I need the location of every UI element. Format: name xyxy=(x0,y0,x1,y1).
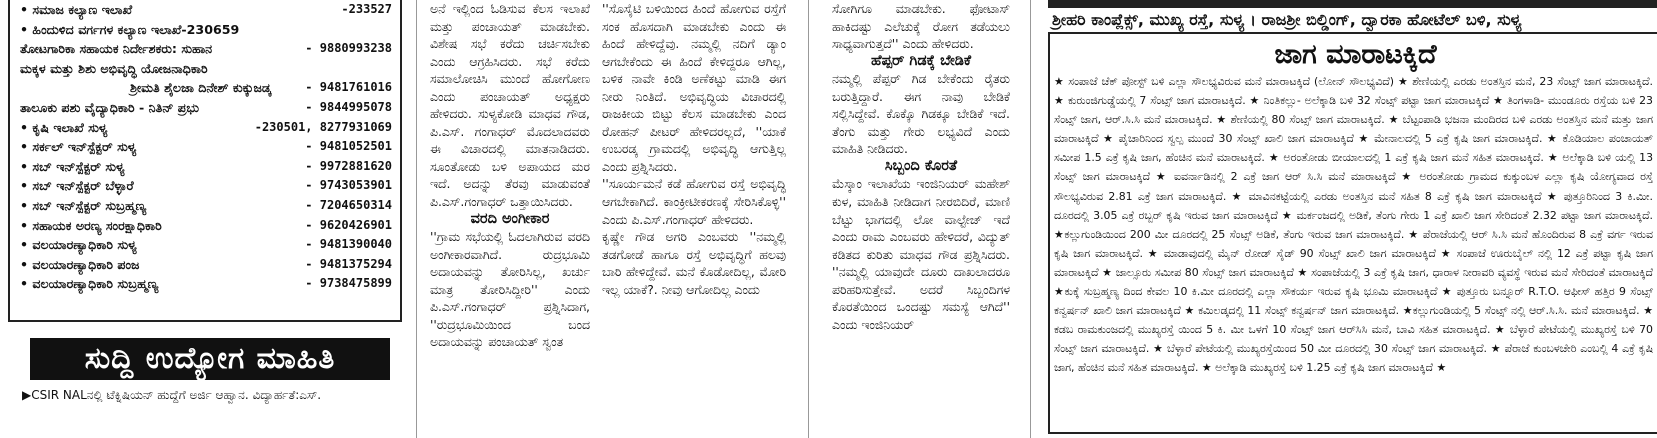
subheading-staff-shortage: ಸಿಬ್ಬಂದಿ ಕೊರತೆ xyxy=(884,157,958,174)
directory-row xyxy=(10,39,400,59)
real-estate-ad xyxy=(1048,0,1657,438)
directory-label: • ಸಬ್ ಇನ್‌ಸ್ಪೆಕ್ಟರ್ ಸುಳ್ಯ xyxy=(20,158,125,174)
directory-row xyxy=(10,137,400,157)
article-paragraph: ''ಗ್ರಾಮ ಸಭೆಯಲ್ಲಿ ಓದಲಾಗಿರುವ ವರದಿ ಅಂಗೀಕಾರವಾಗಿದೆ. ರುದ್ರಭೂಮಿ ಅದಾಯವನ್ನು ತೋರಿಸಿಲ್ಲ, ಖರ್ಚು ಮಾತ್ರ ತೋರಿಸಿದ್ದೀರಿ'' ಎಂದು ಪಿ.ಎಸ್.ಗಂಗಾಧರ್ ಪ್ರಶ್ನಿಸಿದಾಗ, ''ರುದ್ರಭೂಮಿಯಿಂದ ಬಂದ ಅದಾಯವನ್ನು ಪಂಚಾಯತ್ ಸ್ವಂತ xyxy=(430,229,590,350)
directory-number: -233527 xyxy=(341,2,392,16)
directory-label: ಶ್ರೀಮತಿ ಶೈಲಜಾ ದಿನೇಶ್ ಕುಕ್ಕುಜಡ್ಕ xyxy=(130,80,272,96)
article-column-3 xyxy=(602,0,786,438)
ad-listings-text: ★ ಸಂಪಾಜೆ ಚೆಕ್ ಪೋಸ್ಟ್ ಬಳಿ ಎಲ್ಲಾ ಸೌಲಭ್ಯವಿರುವ ಮನೆ ಮಾರಾಟಕ್ಕಿದೆ (ಲೋನ್ ಸೌಲಭ್ಯವಿದೆ) ★ ಶೇಣಿಯಲ್ಲಿ ಎರಡು ಅಂತಸ್ತಿನ ಮನೆ, 23 ಸೆಂಟ್ಸ್ ಜಾಗ ಮಾರಾಟಕ್ಕಿದೆ. ★ ಕುರುಂಜಿಗುಡ್ಡೆಯಲ್ಲಿ 7 ಸೆಂಟ್ಸ್ ಜಾಗ ಮಾರಾಟಕ್ಕಿದೆ. ★ ನಿಂತಿಕಲ್ಲು- ಅಲೆಕ್ಕಾಡಿ ಬಳಿ 32 ಸೆಂಟ್ಸ್ ಪಟ್ಟಾ ಜಾಗ ಮಾರಾಟಕ್ಕಿದೆ ★ ತಿಂಗಳಾಡಿ- ಮುಂಡೂರು ರಸ್ತೆಯ ಬಳಿ 23 ಸೆಂಟ್ಸ್ ಜಾಗ, ಆರ್.ಸಿ.ಸಿ ಮನೆ ಮಾರಾಟಕ್ಕಿದೆ. ★ ಶೇಣಿಯಲ್ಲಿ 80 ಸೆಂಟ್ಸ್ ಜಾಗ ಮಾರಾಟಕ್ಕಿದೆ. ★ ಬೆಟ್ಟಂಪಾಡಿ ಭಜನಾ ಮಂದಿರದ ಬಳಿ ಎರಡು ಅಂತಸ್ತಿನ ಮನೆ ಮತ್ತು ಜಾಗ ಮಾರಾಟಕ್ಕಿದೆ ★ ಪೈಚಾರಿನಿಂದ ಸ್ವಲ್ಪ ಮುಂದೆ 30 ಸೆಂಟ್ಸ್ ಖಾಲಿ ಜಾಗ ಮಾರಾಟಕ್ಕಿದೆ ★ ಮೇನಾಲದಲ್ಲಿ 5 ಎಕ್ರೆ ಕೃಷಿ ಜಾಗ ಮಾರಾಟಕ್ಕಿದೆ. ★ ಕೊಡಿಯಾಲ ಪಂಚಾಯತ್ ಸಮೀಪ 1.5 ಎಕ್ರೆ ಕೃಷಿ ಜಾಗ, ಹೆಂಚಿನ ಮನೆ ಮಾರಾಟಕ್ಕಿದೆ. ★ ಅರಂತೋಡು ಬೀಯಾಲದಲ್ಲಿ 1 ಎಕ್ರೆ ಕೃಷಿ ಜಾಗ ಮನೆ ಸಹಿತ ಮಾರಾಟಕ್ಕಿದೆ. ★ ಅಲೆಕ್ಕಾಡಿ ಬಳಿ ಯಲ್ಲಿ 13 ಸೆಂಟ್ಸ್ ಜಾಗ ಮಾರಾಟಕ್ಕಿದೆ ★ ಐವರ್ನಾಡಿನಲ್ಲಿ 2 ಎಕ್ರೆ ಜಾಗ ಆರ್ ಸಿ.ಸಿ ಮನೆ ಮಾರಾಟಕ್ಕಿದೆ ★ ಅರಂತೋಡು ಗ್ರಾಮದ ಕುಕ್ಕುಂಬಳ ಎಲ್ಲಾ ಕೃಷಿ ಯೋಗ್ಯವಾದ ರಸ್ತೆ ಸೌಲಭ್ಯವಿರುವ 2.81 ಎಕ್ರೆ ಜಾಗ ಮಾರಾಟಕ್ಕಿದೆ. ★ ಮಾವಿನಕಟ್ಟೆಯಲ್ಲಿ ಎರಡು ಅಂತಸ್ತಿನ ಮನೆ ಸಹಿತ 8 ಎಕ್ರೆ ಕೃಷಿ ಜಾಗ ಮಾರಾಟಕ್ಕಿದೆ ★ ಪುತ್ತೂರಿನಿಂದ 3 ಕಿ.ಮೀ. ದೂರದಲ್ಲಿ 3.05 ಎಕ್ರೆ ರಬ್ಬರ್ ಕೃಷಿ ಇರುವ ಜಾಗ ಮಾರಾಟಕ್ಕಿದೆ ★ ಮರ್ಕಂಜದಲ್ಲಿ ಅಡಿಕೆ, ತೆಂಗು ಗೇರು 1 ಎಕ್ರೆ ಖಾಲಿ ಜಾಗ ಸೇರಿದಂತೆ 2.32 ಪಟ್ಟಾ ಜಾಗ ಮಾರಾಟಕ್ಕಿದೆ. ★ಕಲ್ಲುಗುಂಡಿಯಿಂದ 200 ಮೀ ದೂರದಲ್ಲಿ 25 ಸೆಂಟ್ಸ್ ಅಡಿಕೆ, ತೆಂಗು ಇರುವ ಜಾಗ ಮಾರಾಟಕ್ಕಿದೆ. ★ ಪೆರಾಜೆಯಲ್ಲಿ ಆರ್ ಸಿ.ಸಿ ಮನೆ ಹೊಂದಿರುವ 8 ಎಕ್ರೆ ವರ್ಗ ಇರುವ ಕೃಷಿ ಜಾಗ ಮಾರಾಟಕ್ಕಿದೆ. ★ ಮಾಡಾವುದಲ್ಲಿ ಮೈನ್ ರೋಡ್ ಸೈಡ್ 90 ಸೆಂಟ್ಸ್ ಖಾಲಿ ಜಾಗ ಮಾರಾಟಕ್ಕಿದೆ ★ ಸಂಪಾಜೆ ಊರುಬೈಲ್ ನಲ್ಲಿ 12 ಎಕ್ರೆ ಪಟ್ಟಾ ಕೃಷಿ ಜಾಗ ಮಾರಾಟಕ್ಕಿದೆ ★ ಜಾಲ್ಸೂರು ಸಮೀಪ 80 ಸೆಂಟ್ಸ್ ಜಾಗ ಮಾರಾಟಕ್ಕಿದೆ ★ ಸಂಪಾಜೆಯಲ್ಲಿ 3 ಎಕ್ರೆ ಕೃಷಿ ಜಾಗ, ಧಾರಾಳ ನೀರಾವರಿ ವ್ಯವಸ್ಥೆ ಇರುವ ಮನೆ ಸೇರಿದಂತೆ ಮಾರಾಟಕ್ಕಿದೆ ★ಕುಕ್ಕೆ ಸುಬ್ರಹ್ಮಣ್ಯ ದಿಂದ ಕೇವಲ 10 ಕಿ.ಮೀ ದೂರದಲ್ಲಿ ಎಲ್ಲಾ ಸೌಕರ್ಯ ಇರುವ ಕೃಷಿ ಭೂಮಿ ಮಾರಾಟಕ್ಕಿದೆ ★ ಪುತ್ತೂರು ಬನ್ನೂರ್ R.T.O. ಆಫೀಸ್ ಹತ್ತಿರ 9 ಸೆಂಟ್ಸ್ ಕನ್ವರ್ಷನ್ ಖಾಲಿ ಜಾಗ ಮಾರಾಟಕ್ಕಿದೆ ★ ಕಮಿಲಡ್ಕದಲ್ಲಿ 11 ಸೆಂಟ್ಸ್ ಕನ್ವರ್ಷನ್ ಜಾಗ ಮಾರಾಟಕ್ಕಿದೆ. ★ಕಲ್ಲುಗುಂಡಿಯಲ್ಲಿ 5 ಸೆಂಟ್ಸ್ ನಲ್ಲಿ ಆರ್.ಸಿ.ಸಿ. ಮನೆ ಮಾರಾಟಕ್ಕಿದೆ. ★ ಕಡಬ ರಾಮಕುಂಜದಲ್ಲಿ ಮುಖ್ಯರಸ್ತೆ ಯಿಂದ 5 ಕಿ. ಮೀ ಒಳಗೆ 10 ಸೆಂಟ್ಸ್ ಜಾಗ ಆರ್‌ಸಿಸಿ ಮನೆ, ಬಾವಿ ಸಹಿತ ಮಾರಾಟಕ್ಕಿದೆ. ★ ಬೆಳ್ಳಾರೆ ಪೇಟೆಯಲ್ಲಿ ಮುಖ್ಯರಸ್ತೆ ಬಳಿ 70 ಸೆಂಟ್ಸ್ ಜಾಗ ಮಾರಾಟಕ್ಕಿದೆ. ★ ಬೆಳ್ಳಾರೆ ಪೇಟೆಯಲ್ಲಿ ಮುಖ್ಯರಸ್ತೆಯಿಂದ 50 ಮೀ ದೂರದಲ್ಲಿ 30 ಸೆಂಟ್ಸ್ ಜಾಗ ಮಾರಾಟಕ್ಕಿದೆ. ★ ಪೆರಾಜೆ ಕುಂಬಳಚೇರಿ ಎಂಬಲ್ಲಿ 4 ಎಕ್ರೆ ಕೃಷಿ ಜಾಗ, ಹೆಂಚಿನ ಮನೆ ಸಹಿತ ಮಾರಾಟಕ್ಕಿದೆ. ★ ಅಲೆಕ್ಕಾಡಿ ಮುಖ್ಯರಸ್ತೆ ಬಳಿ 1.25 ಎಕ್ರೆ ಕೃಷಿ ಜಾಗ ಮಾರಾಟಕ್ಕಿದೆ ★ xyxy=(1054,75,1653,375)
jobs-heading: ಸುದ್ದಿ ಉದ್ಯೋಗ ಮಾಹಿತಿ xyxy=(30,338,390,380)
directory-label: • ಸರ್ಕಲ್ ಇನ್‌ಸ್ಪೆಕ್ಟರ್ ಸುಳ್ಯ xyxy=(20,139,137,155)
directory-label: • ವಲಯಾರಣ್ಯಾಧಿಕಾರಿ ಪಂಜ xyxy=(20,256,140,272)
directory-row xyxy=(10,157,400,177)
directory-number: -230501, 8277931069 xyxy=(254,119,392,134)
ad-top-bar xyxy=(1048,0,1657,8)
directory-row xyxy=(10,176,400,196)
directory-row xyxy=(10,98,400,118)
directory-number: - 9481052501 xyxy=(305,139,392,154)
article-column-4 xyxy=(832,0,1010,438)
directory-label: • ಸಹಾಯಕ ಅರಣ್ಯ ಸಂರಕ್ಷಾಧಿಕಾರಿ xyxy=(20,217,162,233)
ad-office-address: ಶ್ರೀಹರಿ ಕಾಂಪ್ಲೆಕ್ಸ್, ಮುಖ್ಯ ರಸ್ತೆ, ಸುಳ್ಯ । ರಾಜಶ್ರೀ ಬಿಲ್ಡಿಂಗ್, ದ್ವಾರಕಾ ಹೋಟೆಲ್ ಬಳಿ, ಸುಳ್ಯ xyxy=(1048,8,1657,34)
ad-listing-box xyxy=(1048,34,1657,434)
column-divider xyxy=(416,0,417,438)
directory-number: - 9481761016 xyxy=(305,80,392,95)
directory-number: - 9743053901 xyxy=(305,178,392,193)
directory-number: - 9844995078 xyxy=(305,99,392,114)
directory-number: - 9738475899 xyxy=(305,276,392,291)
directory-row xyxy=(10,20,400,40)
article-paragraph: ಸೋಗಿಗೂ ಮಾಡಬೇಕು. ಫೋಟಾಸ್ ಹಾಕಿದಷ್ಟು ಎಲೆಚುಕ್ಕೆ ರೋಗ ತಡೆಯಲು ಸಾಧ್ಯವಾಗುತ್ತದೆ'' ಎಂದು ಹೇಳಿದರು. xyxy=(832,1,1010,52)
directory-label: ತೋಟಗಾರಿಕಾ ಸಹಾಯಕ ನಿರ್ದೇಶಕರು: ಸುಹಾನ xyxy=(20,41,213,57)
directory-label: • ಕೃಷಿ ಇಲಾಖೆ ಸುಳ್ಯ xyxy=(20,119,108,135)
directory-label: ತಾಲೂಕು ಪಶು ವೈದ್ಯಾಧಿಕಾರಿ - ನಿತಿನ್ ಪ್ರಭು xyxy=(20,99,200,115)
directory-label: ಮಕ್ಕಳ ಮತ್ತು ಶಿಶು ಅಭಿವೃದ್ಧಿ ಯೋಜನಾಧಿಕಾರಿ xyxy=(20,60,208,76)
column-divider xyxy=(808,0,809,438)
article-paragraph: ನಮ್ಮಲ್ಲಿ ಪೆಪ್ಪರ್ ಗಿಡ ಬೇಕೆಂದು ರೈತರು ಬರುತ್ತಿದ್ದಾರೆ. ಈಗ ನಾವು ಬೇಡಿಕೆ ಸಲ್ಲಿಸಿದ್ದೇವೆ. ಕೊಕ್ಕೊ ಗಿಡಕ್ಕೂ ಬೇಡಿಕೆ ಇದೆ. ತೆಂಗು ಮತ್ತು ಗೇರು ಲಭ್ಯವಿದೆ ಎಂದು ಮಾಹಿತಿ ನೀಡಿದರು. xyxy=(832,71,1010,157)
directory-label: • ಹಿಂದುಳಿದ ವರ್ಗಗಳ ಕಲ್ಯಾಣ ಇಲಾಖೆ-230659 xyxy=(20,21,240,37)
column-divider xyxy=(1030,0,1031,438)
directory-row xyxy=(10,216,400,236)
article-paragraph: ''ಸೊಸೈಟಿ ಬಳಿಯಿಂದ ಹಿಂದೆ ಹೋಗುವ ರಸ್ತೆಗೆ ಸಂಕ ಹೊಸದಾಗಿ ಮಾಡಬೇಕು ಎಂದು ಈ ಹಿಂದೆ ಹೇಳಿದ್ದೆವು. ನಮ್ಮಲ್ಲಿ ನದಿಗೆ ಡ್ಯಾಂ ಆಗಬೇಕೆಂದು ಈ ಹಿಂದೆ ಕೇಳಿದ್ದರೂ ಆಗಿಲ್ಲ, ಬಳಿಕ ನಾವೇ ಕಿಂಡಿ ಅಣೆಕಟ್ಟು ಮಾಡಿ ಈಗ ನೀರು ನಿಂತಿದೆ. ಅಭಿವೃದ್ಧಿಯ ವಿಚಾರದಲ್ಲಿ ರಾಜಕೀಯ ಬಿಟ್ಟು ಕೆಲಸ ಮಾಡಬೇಕು ಎಂದ ರೋಹನ್ ಪೀಟರ್ ಹೇಳಿದರಲ್ಲದೆ, ''ಯಾಕೆ ಉಬರಡ್ಕ ಗ್ರಾಮದಲ್ಲಿ ಅಭಿವೃದ್ಧಿ ಆಗುತ್ತಿಲ್ಲ ಎಂದು ಪ್ರಶ್ನಿಸಿದರು. xyxy=(602,1,786,174)
jobs-item: ▶CSIR NALನಲ್ಲಿ ಟೆಕ್ನಿಷಿಯನ್ ಹುದ್ದೆಗೆ ಅರ್ಜಿ ಆಹ್ವಾನ. ವಿದ್ಯಾರ್ಹತೆ:ಎಸ್. xyxy=(22,388,322,402)
directory-number: - 9972881620 xyxy=(305,158,392,173)
ad-title: ಜಾಗ ಮಾರಾಟಕ್ಕಿದೆ xyxy=(1274,39,1437,70)
directory-label: • ವಲಯಾರಣ್ಯಾಧಿಕಾರಿ ಸುಳ್ಯ xyxy=(20,237,137,253)
jobs-section xyxy=(8,338,402,438)
directory-row xyxy=(10,0,400,20)
article-column-2 xyxy=(430,0,590,438)
directory-number: - 7204650314 xyxy=(305,197,392,212)
directory-label: • ಸಬ್ ಇನ್‌ಸ್ಪೆಕ್ಟರ್ ಬೆಳ್ಳಾರೆ xyxy=(20,178,134,194)
article-paragraph: ಮೆಸ್ಕಾಂ ಇಲಾಖೆಯ ಇಂಜಿನಿಯರ್ ಮಹೇಶ್ ಕುಳ, ಮಾಹಿತಿ ನೀಡಿದಾಗ ನೀರಬಿದಿರೆ, ಮಾಣಿ ಬೆಟ್ಟು ಭಾಗದಲ್ಲಿ ಲೋ ವಾಲ್ಟೇಜ್ ಇದೆ ಎಂದು ರಾಮ ಎಂಬವರು ಹೇಳಿದರೆ, ವಿದ್ಯುತ್ ಕಡಿತದ ಕುರಿತು ಮಾಧವ ಗೌಡ ಪ್ರಶ್ನಿಸಿದರು. ''ನಮ್ಮಲ್ಲಿ ಯಾವುದೇ ದೂರು ದಾಖಲಾದರೂ ಪರಿಹರಿಸುತ್ತೇವೆ. ಅದರೆ ಸಿಬ್ಬಂದಿಗಳ ಕೊರತೆಯಿಂದ ಒಂದಷ್ಟು ಸಮಸ್ಯೆ ಆಗಿದೆ'' ಎಂದು ಇಂಜಿನಿಯರ್ xyxy=(832,176,1010,332)
article-paragraph: ''ಸೂರ್ಯಮನೆ ಕಡೆ ಹೋಗುವ ರಸ್ತೆ ಅಭಿವೃದ್ಧಿ ಆಗಬೇಕಾಗಿದೆ. ಕಾಂಕ್ರೀಟೀಕರಣಕ್ಕೆ ಸೇರಿಸಿಕೊಳ್ಳಿ'' ಎಂದು ಪಿ.ಎಸ್.ಗಂಗಾಧರ್ ಹೇಳಿದರು. xyxy=(602,176,786,227)
article-paragraph: ಅನೆ ಇಲ್ಲಿಂದ ಓಡಿಸುವ ಕೆಲಸ ಇಲಾಖೆ ಮತ್ತು ಪಂಚಾಯತ್ ಮಾಡಬೇಕು. ವಿಶೇಷ ಸಭೆ ಕರೆದು ಚರ್ಚಿಸಬೇಕು ಎಂದು ಆಗ್ರಹಿಸಿದರು. ಸಭೆ ಕರೆದು ಸಮಾಲೋಚಿಸಿ ಮುಂದೆ ಹೋಗೋಣ ಎಂದು ಪಂಚಾಯತ್ ಅಧ್ಯಕ್ಷರು ಹೇಳಿದರು. ಸುಳ್ಯಕೋಡಿ ಮಾಧವ ಗೌಡ, ಪಿ.ಎಸ್. ಗಂಗಾಧರ್ ಮೊದಲಾದವರು ಈ ವಿಚಾರದಲ್ಲಿ ಮಾತನಾಡಿದರು. ಸೂಂತೋಡು ಬಳಿ ಅಪಾಯದ ಮರ ಇದೆ. ಅದನ್ನು ತೆರವು ಮಾಡುವಂತೆ ಪಿ.ಎಸ್.ಗಂಗಾಧರ್ ಒತ್ತಾಯಿಸಿದರು. xyxy=(430,1,590,210)
directory-number: - 9481390040 xyxy=(305,237,392,252)
directory-label: • ಸಮಾಜ ಕಲ್ಯಾಣ ಇಲಾಖೆ xyxy=(20,2,133,17)
directory-number: - 9620426901 xyxy=(305,217,392,232)
subheading-pepper-demand: ಹೆಪ್ಪರ್ ಗಿಡಕ್ಕೆ ಬೇಡಿಕೆ xyxy=(870,52,972,69)
directory-row xyxy=(10,118,400,138)
directory-row xyxy=(10,59,400,79)
directory-label: • ಸಬ್ ಇನ್‌ಸ್ಪೆಕ್ಟರ್ ಸುಬ್ರಹ್ಮಣ್ಯ xyxy=(20,197,147,213)
phone-directory-box xyxy=(8,0,402,322)
directory-row xyxy=(10,255,400,275)
directory-number: - 9481375294 xyxy=(305,256,392,271)
article-paragraph: ಕೃಷ್ಣೇ ಗೌಡ ಅಗರಿ ಎಂಬವರು ''ನಮ್ಮಲ್ಲಿ ತಡಗೋಡೆ ಹಾಗೂ ರಸ್ತೆ ಅಭಿವೃದ್ಧಿಗೆ ಹಲವು ಬಾರಿ ಹೇಳಿದ್ದೇವೆ. ಮನೆ ಕೊಡೋದಿಲ್ಲ, ಮೋರಿ ಇಲ್ಲ ಯಾಕೆ?. ನೀವು ಆಗೋದಿಲ್ಲ ಎಂದು xyxy=(602,229,786,297)
subheading-report-approval: ವರದಿ ಅಂಗೀಕಾರ xyxy=(470,210,550,227)
directory-label: • ವಲಯಾರಣ್ಯಾಧಿಕಾರಿ ಸುಬ್ರಹ್ಮಣ್ಯ xyxy=(20,276,159,292)
directory-row xyxy=(10,196,400,216)
directory-row xyxy=(10,274,400,294)
directory-row xyxy=(10,78,400,98)
directory-number: - 9880993238 xyxy=(305,41,392,56)
directory-row xyxy=(10,235,400,255)
